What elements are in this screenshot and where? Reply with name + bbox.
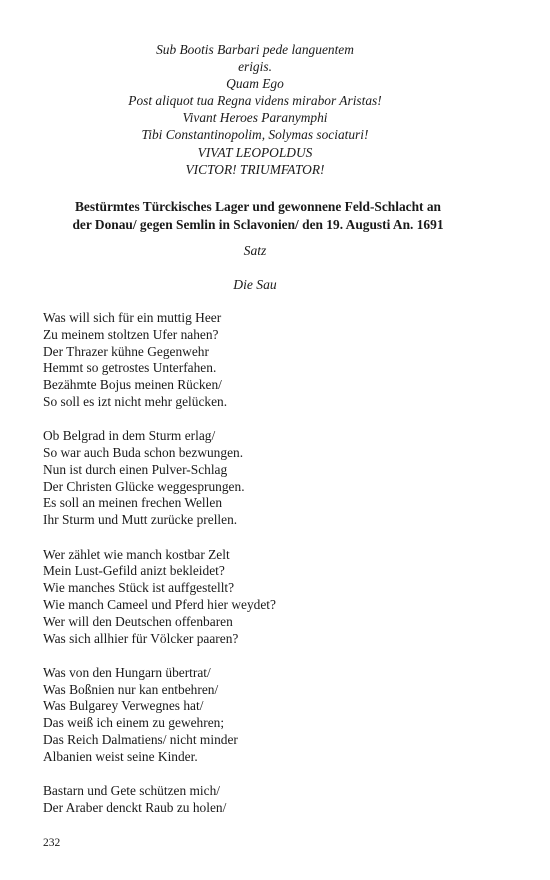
poem-line: So war auch Buda schon bezwungen. (43, 445, 244, 461)
poem-line: Was sich allhier für Völcker paaren? (43, 630, 239, 646)
poem-line: Wie manches Stück ist auffgestellt? (43, 580, 235, 596)
poem-line: Ihr Sturm und Mutt zurücke prellen. (43, 512, 238, 528)
poem-line: Der Christen Glücke weggesprungen. (43, 478, 245, 494)
poem-line: Zu meinem stoltzen Ufer nahen? (43, 326, 219, 342)
poem-line: Ob Belgrad in dem Sturm erlag/ (43, 428, 216, 444)
section-heading (43, 198, 473, 234)
poem-line: Bastarn und Gete schützen mich/ (43, 783, 221, 799)
poem-line: Der Araber denckt Raub zu holen/ (43, 799, 227, 815)
poem-line: Was will sich für ein muttig Heer (43, 310, 222, 325)
verse-line: Vivant Heroes Paranymphi (182, 110, 328, 126)
poem-line: Der Thrazer kühne Gegenwehr (43, 343, 209, 359)
poem-line: Was Boßnien nur kan entbehren/ (43, 681, 219, 697)
verse-line: Tibi Constantinopolim, Solymas sociaturi! (141, 127, 369, 143)
poem (43, 310, 483, 834)
stanza-4 (43, 665, 483, 766)
heading-line: der Donau/ gegen Semlin in Sclavonien/ den 19. Augusti An. 1691 (72, 217, 444, 232)
poem-line: Wer zählet wie manch kostbar Zelt (43, 546, 230, 562)
poem-line: Nun ist durch einen Pulver-Schlag (43, 461, 228, 477)
poem-line: Was von den Hungarn übertrat/ (43, 664, 211, 680)
verse-line: Quam Ego (226, 76, 284, 92)
verse-line: VICTOR! TRIUMFATOR! (185, 161, 325, 177)
verse-line: Sub Bootis Barbari pede languentem (156, 42, 354, 57)
stanza-3 (43, 547, 483, 648)
poem-line: Das Reich Dalmatiens/ nicht minder (43, 732, 238, 748)
stanza-5 (43, 783, 483, 817)
poem-line: Albanien weist seine Kinder. (43, 748, 198, 764)
poem-line: Das weiß ich einem zu gewehren; (43, 715, 225, 731)
poem-line: So soll es izt nicht mehr gelücken. (43, 393, 228, 409)
poem-line: Es soll an meinen frechen Wellen (43, 495, 223, 511)
stanza-2 (43, 428, 483, 529)
poem-line: Hemmt so getrostes Unterfahen. (43, 360, 217, 376)
page-number: 232 (43, 837, 61, 849)
poem-line: Wer will den Deutschen offenbaren (43, 613, 233, 629)
poem-line: Mein Lust-Gefild anizt bekleidet? (43, 563, 225, 579)
verse-line: erigis. (238, 59, 272, 75)
heading-line: Bestürmtes Türckisches Lager und gewonnene Feld-Schlacht an (74, 199, 442, 214)
stanza-1 (43, 310, 483, 411)
verse-line: Post aliquot tua Regna videns mirabor Aristas! (128, 93, 382, 109)
verse-line: VIVAT LEOPOLDUS (197, 144, 313, 160)
poem-line: Wie manch Cameel und Pferd hier weydet? (43, 596, 276, 612)
label-die-sau: Die Sau (233, 277, 277, 292)
latin-verse (0, 41, 510, 178)
poem-line: Was Bulgarey Verwegnes hat/ (43, 698, 204, 714)
label-satz: Satz (243, 243, 267, 258)
poem-line: Bezähmte Bojus meinen Rücken/ (43, 377, 222, 393)
